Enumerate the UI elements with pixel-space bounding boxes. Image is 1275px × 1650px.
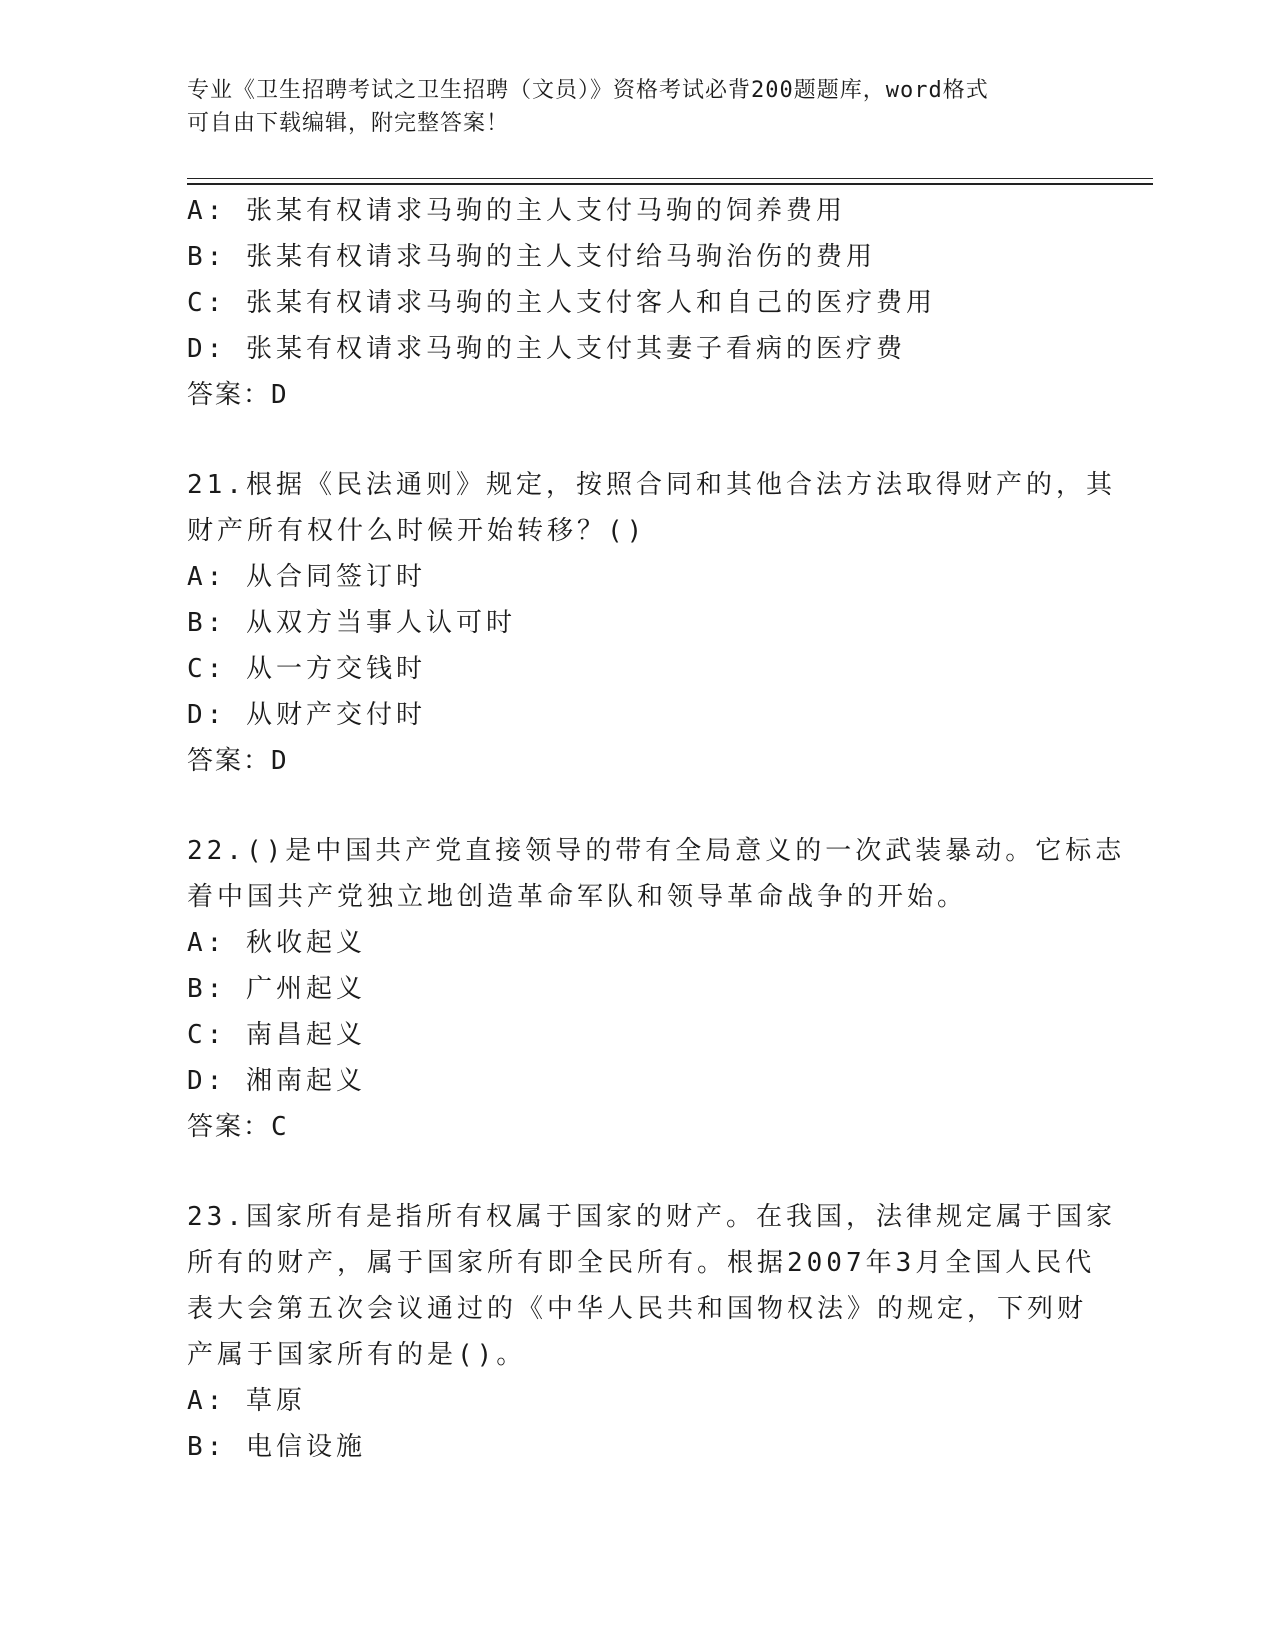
header-rule-thick: [187, 183, 1153, 185]
option-c: C: 张某有权请求马驹的主人支付客人和自己的医疗费用: [187, 288, 936, 318]
header-rule-thin: [187, 178, 1153, 179]
question-21: [187, 462, 1116, 784]
question-20-continued: [187, 188, 1087, 418]
question-list: [187, 188, 1126, 1470]
question-stem-line: 所有的财产，属于国家所有即全民所有。根据2007年3月全国人民代: [187, 1248, 1096, 1278]
answer: 答案：D: [187, 380, 289, 410]
option-d: D: 从财产交付时: [187, 700, 426, 730]
question-stem-line: 22.()是中国共产党直接领导的带有全局意义的一次武装暴动。它标志: [187, 836, 1126, 866]
question-stem-line: 着中国共产党独立地创造革命军队和领导革命战争的开始。: [187, 882, 968, 912]
option-b: B: 张某有权请求马驹的主人支付给马驹治伤的费用: [187, 242, 876, 272]
option-d: D: 湘南起义: [187, 1066, 366, 1096]
question-23: [187, 1194, 1116, 1470]
option-b: B: 从双方当事人认可时: [187, 608, 516, 638]
option-b: B: 电信设施: [187, 1432, 366, 1462]
option-a: A: 秋收起义: [187, 928, 366, 958]
option-b: B: 广州起义: [187, 974, 366, 1004]
question-22: [187, 828, 1126, 1150]
question-stem-line: 产属于国家所有的是()。: [187, 1340, 527, 1370]
header-line-1: 专业《卫生招聘考试之卫生招聘（文员）》资格考试必背200题题库，word格式: [187, 78, 989, 103]
option-a: A: 从合同签订时: [187, 562, 426, 592]
option-c: C: 从一方交钱时: [187, 654, 426, 684]
option-d: D: 张某有权请求马驹的主人支付其妻子看病的医疗费: [187, 334, 906, 364]
answer: 答案：D: [187, 746, 289, 776]
option-a: A: 草原: [187, 1386, 306, 1416]
header-line-2: 可自由下载编辑，附完整答案！: [187, 111, 510, 136]
question-stem-line: 表大会第五次会议通过的《中华人民共和国物权法》的规定，下列财: [187, 1294, 1088, 1324]
option-c: C: 南昌起义: [187, 1020, 366, 1050]
question-stem-line: 财产所有权什么时候开始转移？(): [187, 516, 647, 546]
option-a: A: 张某有权请求马驹的主人支付马驹的饲养费用: [187, 196, 846, 226]
document-header: [187, 74, 1067, 140]
question-stem-line: 23.国家所有是指所有权属于国家的财产。在我国，法律规定属于国家: [187, 1202, 1116, 1232]
answer: 答案：C: [187, 1112, 289, 1142]
question-stem-line: 21.根据《民法通则》规定，按照合同和其他合法方法取得财产的，其: [187, 470, 1116, 500]
